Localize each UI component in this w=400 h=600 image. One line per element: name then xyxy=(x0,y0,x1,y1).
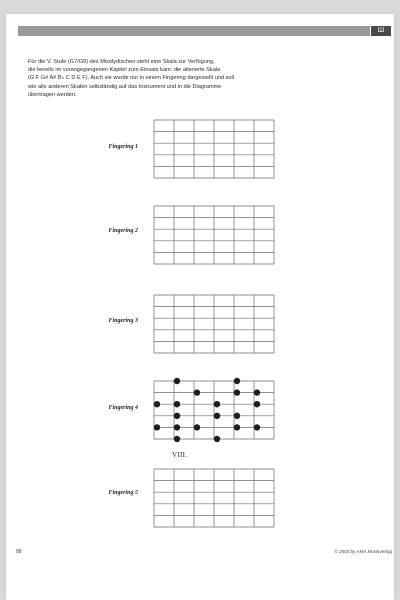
finger-dot xyxy=(174,378,180,384)
fingering-label-4: Fingering 4 xyxy=(108,405,138,411)
finger-dot xyxy=(234,389,240,395)
finger-dot xyxy=(214,413,220,419)
finger-dot xyxy=(154,401,160,407)
fretboard-diagram-1 xyxy=(154,120,278,180)
finger-dot xyxy=(234,424,240,430)
intro-paragraph xyxy=(28,58,328,99)
fingering-label-2: Fingering 2 xyxy=(108,228,138,234)
fretboard-diagram-4 xyxy=(154,381,278,441)
intro-line: (G F G# A# B♭ C D E F). Auch sie wurde nur in einem Fingering dargestellt und soll xyxy=(28,75,234,82)
footer-page-number: 88 xyxy=(16,549,22,555)
finger-dot xyxy=(194,389,200,395)
finger-dot xyxy=(174,413,180,419)
fretboard-diagram-5 xyxy=(154,469,278,529)
finger-dot xyxy=(254,401,260,407)
finger-dot xyxy=(254,424,260,430)
fingering-label-1: Fingering 1 xyxy=(108,144,138,150)
finger-dot xyxy=(154,424,160,430)
intro-line: die bereits im vorangegangenen Kapitel zum Einsatz kam: die alterierte Skala xyxy=(28,67,221,74)
fingering-label-3: Fingering 3 xyxy=(108,318,138,324)
fingering-label-5: Fingering 5 xyxy=(108,490,138,496)
footer-copyright: © 2003 by AMA Musikverlag xyxy=(334,549,392,554)
finger-dot xyxy=(174,401,180,407)
intro-line: wie alle anderen Skalen selbständig auf das Instrument und in die Diagramme xyxy=(28,83,222,90)
finger-dot xyxy=(234,413,240,419)
intro-line: übertragen werden. xyxy=(28,91,77,98)
fretboard-diagram-3 xyxy=(154,295,278,355)
finger-dot xyxy=(214,401,220,407)
header-bar xyxy=(18,26,370,36)
finger-dot xyxy=(214,436,220,442)
finger-dot xyxy=(254,389,260,395)
intro-line: Für die V. Stufe (G7/G9) des Mixolydischen steht eine Skala zur Verfügung, xyxy=(28,59,215,65)
finger-dot xyxy=(174,424,180,430)
position-marker: VIII. xyxy=(172,451,188,459)
finger-dot xyxy=(194,424,200,430)
finger-dot xyxy=(234,378,240,384)
fretboard-diagram-2 xyxy=(154,206,278,266)
header-page-badge: Ш xyxy=(371,26,391,36)
finger-dot xyxy=(174,436,180,442)
